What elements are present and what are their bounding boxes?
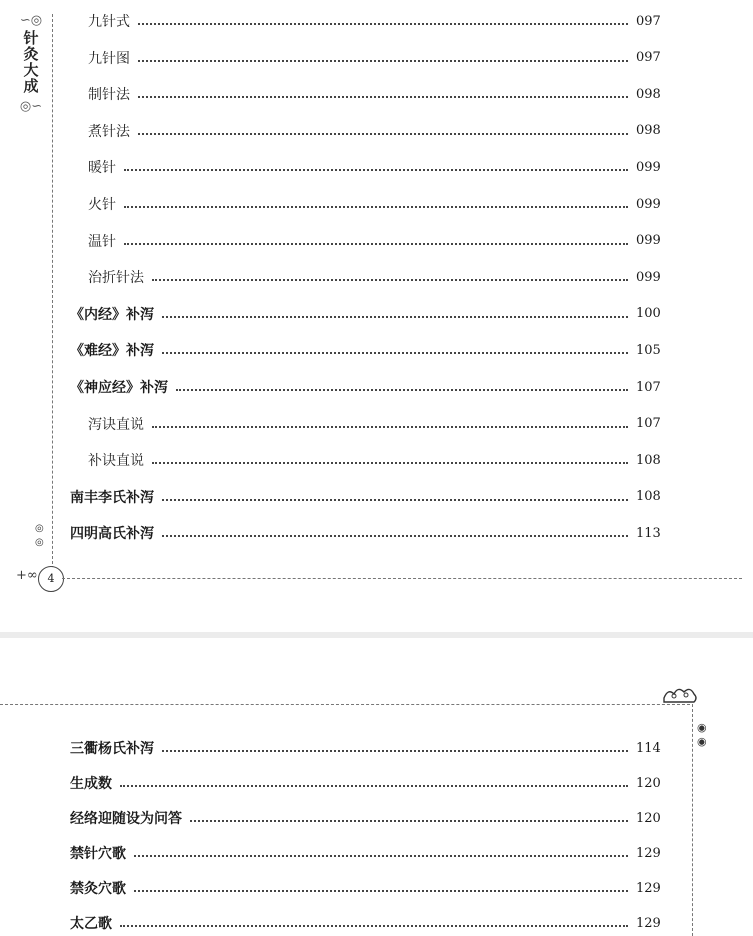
toc-entry (88, 8, 676, 34)
toc-entry-page: 120 (636, 810, 661, 826)
toc-entry-page: 107 (636, 379, 661, 395)
toc-entry (88, 447, 676, 473)
dot-leader (162, 352, 628, 354)
toc-entry-title: 三衢杨氏补泻 (70, 741, 154, 757)
dot-leader (162, 316, 628, 318)
dot-leader (162, 750, 628, 752)
toc-entry-title: 暖针 (88, 160, 116, 177)
toc-entry (70, 770, 676, 796)
toc-entry-page: 099 (636, 269, 661, 285)
toc-entry (88, 411, 676, 437)
toc-entry-title: 制针法 (88, 87, 130, 104)
toc-entry-title: 经络迎随设为问答 (70, 811, 182, 827)
toc-entry-title: 四明高氏补泻 (70, 526, 154, 543)
toc-entry-page: 105 (636, 342, 661, 358)
toc-entry-page: 129 (636, 880, 661, 896)
toc-entry (88, 191, 676, 217)
toc-entry-title: 火针 (88, 197, 116, 213)
toc-entry (88, 118, 676, 144)
toc-entry (70, 910, 676, 936)
dot-leader (124, 169, 628, 171)
header-divider (0, 704, 690, 705)
dot-leader (138, 133, 628, 135)
page-number: 4 (38, 566, 64, 592)
toc-entry (70, 520, 676, 546)
toc-entry-title: 九针式 (88, 14, 130, 30)
toc-entry-page: 097 (636, 50, 661, 66)
dot-leader (124, 206, 628, 208)
toc-entry-title: 《内经》补泻 (70, 306, 154, 323)
toc-entry (88, 228, 676, 254)
dot-leader (152, 279, 628, 281)
toc-entry-title: 《难经》补泻 (70, 343, 154, 360)
toc-entry-page: 129 (636, 915, 661, 931)
toc-entry-title: 禁针穴歌 (70, 846, 126, 862)
toc-entry-page: 097 (636, 13, 661, 29)
dot-leader (134, 855, 628, 857)
toc-entry (88, 264, 676, 290)
toc-entry-title: 生成数 (70, 776, 112, 792)
double-dot-ornament-icon: ◎ ◎ (35, 523, 44, 548)
margin-divider (52, 14, 53, 569)
toc-entry-page: 099 (636, 159, 661, 175)
toc-entry (70, 735, 676, 761)
dot-leader (120, 785, 628, 787)
toc-entry-page: 098 (636, 86, 661, 102)
corner-ornament-icon: +∞ (16, 568, 38, 583)
toc-entry-title: 南丰李氏补泻 (70, 489, 154, 506)
toc-entry-page: 107 (636, 416, 661, 432)
toc-entry (70, 875, 676, 901)
dot-leader (138, 96, 628, 98)
toc-entry-page: 129 (636, 845, 661, 861)
toc-entry (70, 484, 676, 510)
dot-leader (162, 499, 628, 501)
toc-entry (70, 337, 676, 363)
toc-entry (70, 840, 676, 866)
dot-leader (124, 243, 628, 245)
swirl-ornament-icon: ∽◎ (19, 13, 43, 28)
dot-leader (152, 462, 628, 464)
toc-entry-title: 禁灸穴歌 (70, 881, 126, 897)
toc-entry-title: 温针 (88, 233, 116, 250)
swirl-ornament-icon: ◎∽ (19, 99, 43, 114)
toc-entry (70, 301, 676, 327)
toc-entry-page: 098 (636, 123, 661, 139)
side-title-block (14, 14, 48, 144)
toc-entry-page: 113 (636, 525, 661, 541)
toc-entry (88, 81, 676, 107)
dot-leader (138, 60, 628, 62)
toc-entry-page: 099 (636, 196, 661, 212)
dot-leader (120, 925, 628, 927)
toc-entry-title: 治折针法 (88, 270, 144, 287)
toc-entry-title: 泻诀直说 (88, 416, 144, 433)
margin-divider-right (692, 704, 693, 936)
dot-leader (138, 23, 628, 25)
toc-entry-title: 煮针法 (88, 123, 130, 140)
toc-entry-page: 114 (636, 740, 661, 756)
double-dot-ornament-icon: ◉ ◉ (697, 721, 707, 748)
book-title-vertical: 针灸大成 (21, 30, 40, 94)
toc-entry (70, 374, 676, 400)
toc-entry-page: 108 (636, 452, 661, 468)
toc-entry-page: 100 (636, 306, 661, 322)
toc-entry-page: 108 (636, 489, 661, 505)
dot-leader (176, 389, 628, 391)
dot-leader (162, 535, 628, 537)
footer-divider (62, 578, 742, 579)
toc-entry (70, 805, 676, 831)
cloud-ornament-icon (660, 682, 700, 706)
toc-entry-title: 补诀直说 (88, 453, 144, 470)
toc-entry-title: 九针图 (88, 50, 130, 67)
toc-entry-title: 《神应经》补泻 (70, 380, 168, 396)
toc-entry (88, 154, 676, 180)
dot-leader (152, 426, 628, 428)
toc-entry-page: 120 (636, 775, 661, 791)
toc-entry-page: 099 (636, 233, 661, 249)
dot-leader (190, 820, 628, 822)
bottom-page (0, 638, 753, 936)
toc-entry (88, 45, 676, 71)
dot-leader (134, 890, 628, 892)
toc-entry-title: 太乙歌 (70, 916, 112, 932)
